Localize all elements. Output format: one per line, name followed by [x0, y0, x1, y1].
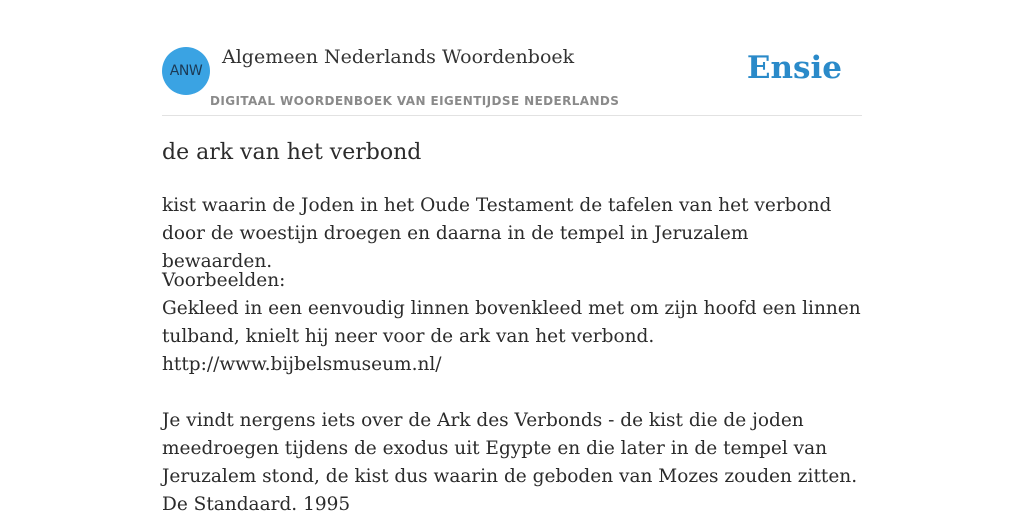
page [162, 0, 862, 512]
example-text: Gekleed in een eenvoudig linnen bovenkleed met om zijn hoofd een linnen tulband, knielt hij neer voor de ark van het verbond. [162, 298, 861, 347]
example-spacer [162, 379, 862, 407]
definition: kist waarin de Joden in het Oude Testament de tafelen van het verbond door de woestijn droegen en daarna in de tempel in Jeruzalem bewaarden. [162, 195, 832, 272]
examples-section [162, 267, 862, 512]
anw-logo[interactable]: ANW [162, 47, 210, 95]
examples-label: Voorbeelden: [162, 270, 286, 291]
example-source[interactable]: http://www.bijbelsmuseum.nl/ [162, 354, 442, 375]
headword: de ark van het verbond [162, 140, 422, 165]
source-subtitle: DIGITAAL WOORDENBOEK VAN EIGENTIJDSE NEDERLANDS [210, 94, 620, 108]
example-source: De Standaard. 1995 [162, 494, 351, 512]
example-text: Je vindt nergens iets over de Ark des Verbonds - de kist die de joden meedroegen tijdens de exodus uit Egypte en die later in de tempel van Jeruzalem stond, de kist dus waarin de geboden van Mozes zouden zitten. [162, 410, 858, 487]
header-divider [162, 115, 862, 116]
ensie-logo[interactable]: Ensie [746, 50, 842, 86]
source-title[interactable]: Algemeen Nederlands Woordenboek [222, 46, 575, 68]
